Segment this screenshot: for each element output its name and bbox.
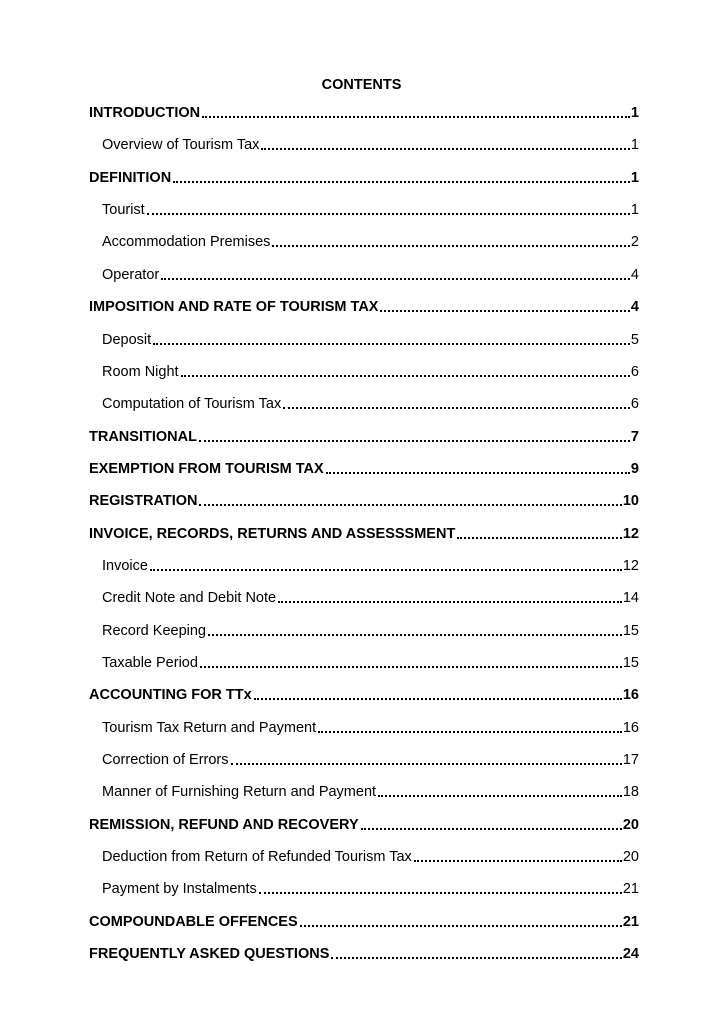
toc-entry-page-number: 2 bbox=[630, 234, 639, 251]
toc-entry[interactable] bbox=[89, 816, 639, 834]
toc-entry-page-number: 20 bbox=[622, 816, 639, 833]
dot-leader bbox=[153, 343, 630, 345]
dot-leader bbox=[199, 440, 630, 442]
toc-entry-page-number: 16 bbox=[622, 719, 639, 736]
toc-entry[interactable] bbox=[102, 751, 639, 769]
toc-entry-label: Payment by Instalments bbox=[102, 881, 257, 898]
toc-entry[interactable] bbox=[102, 201, 639, 219]
toc-entry-page-number: 6 bbox=[630, 363, 639, 380]
toc-entry[interactable] bbox=[89, 945, 639, 963]
toc-entry[interactable] bbox=[102, 363, 639, 381]
toc-entry[interactable] bbox=[89, 525, 639, 543]
dot-leader bbox=[199, 504, 621, 506]
toc-entry[interactable] bbox=[102, 589, 639, 607]
dot-leader bbox=[414, 860, 622, 862]
toc-entry-page-number: 24 bbox=[622, 946, 639, 963]
toc-entry-page-number: 1 bbox=[630, 202, 639, 219]
toc-entry-page-number: 4 bbox=[630, 266, 639, 283]
toc-entry-page-number: 5 bbox=[630, 331, 639, 348]
dot-leader bbox=[326, 472, 630, 474]
toc-entry-page-number: 12 bbox=[622, 557, 639, 574]
toc-entry[interactable] bbox=[89, 913, 639, 931]
toc-entry[interactable] bbox=[89, 460, 639, 478]
toc-entry-page-number: 10 bbox=[622, 493, 639, 510]
toc-entry-page-number: 1 bbox=[630, 137, 639, 154]
toc-entry-page-number: 21 bbox=[622, 881, 639, 898]
toc-entry-label: REMISSION, REFUND AND RECOVERY bbox=[89, 816, 359, 833]
toc-entry-label: Tourism Tax Return and Payment bbox=[102, 719, 317, 736]
page-title: CONTENTS bbox=[321, 77, 402, 93]
dot-leader bbox=[254, 698, 622, 700]
toc-entry[interactable] bbox=[102, 331, 639, 349]
dot-leader bbox=[457, 537, 622, 539]
toc-entry-label: Accommodation Premises bbox=[102, 234, 271, 251]
toc-entry-page-number: 7 bbox=[630, 428, 639, 445]
toc-entry-page-number: 20 bbox=[622, 849, 639, 866]
dot-leader bbox=[161, 278, 630, 280]
dot-leader bbox=[380, 310, 629, 312]
toc-entry-label: DEFINITION bbox=[89, 169, 172, 186]
toc-entry-page-number: 18 bbox=[622, 784, 639, 801]
toc-entry-page-number: 4 bbox=[630, 299, 639, 316]
toc-entry[interactable] bbox=[89, 492, 639, 510]
toc-entry[interactable] bbox=[89, 298, 639, 316]
toc-entry[interactable] bbox=[89, 428, 639, 446]
toc-entry-label: Record Keeping bbox=[102, 622, 206, 639]
dot-leader bbox=[378, 795, 622, 797]
dot-leader bbox=[231, 763, 622, 765]
dot-leader bbox=[147, 213, 630, 215]
toc-entry[interactable] bbox=[89, 686, 639, 704]
toc-entry-page-number: 17 bbox=[622, 752, 639, 768]
toc-entry[interactable] bbox=[102, 848, 639, 866]
toc-entry-page-number: 16 bbox=[622, 687, 639, 704]
toc-entry[interactable] bbox=[102, 719, 639, 737]
toc-entry-label: Correction of Errors bbox=[102, 752, 229, 768]
toc-entry-label: IMPOSITION AND RATE OF TOURISM TAX bbox=[89, 299, 379, 316]
toc-entry-label: COMPOUNDABLE OFFENCES bbox=[89, 913, 298, 930]
toc-entry-page-number: 1 bbox=[630, 169, 639, 186]
toc-entry-label: Overview of Tourism Tax bbox=[102, 137, 260, 154]
dot-leader bbox=[261, 148, 630, 150]
dot-leader bbox=[331, 957, 621, 959]
dot-leader bbox=[259, 892, 622, 894]
toc-entry[interactable] bbox=[89, 104, 639, 122]
toc-entry[interactable] bbox=[102, 783, 639, 801]
dot-leader bbox=[181, 375, 630, 377]
toc-entry-label: INVOICE, RECORDS, RETURNS AND ASSESSSMENT bbox=[89, 525, 456, 542]
toc-entry-label: Taxable Period bbox=[102, 655, 198, 671]
toc-entry-page-number: 9 bbox=[630, 460, 639, 477]
dot-leader bbox=[361, 828, 622, 830]
toc-entry[interactable] bbox=[102, 136, 639, 154]
toc-entry-label: REGISTRATION bbox=[89, 493, 198, 510]
toc-entry-label: Operator bbox=[102, 266, 160, 283]
toc-entry-label: Deduction from Return of Refunded Tourism Tax bbox=[102, 849, 412, 866]
dot-leader bbox=[150, 569, 622, 571]
toc-entry-label: INTRODUCTION bbox=[89, 105, 201, 121]
toc-entry-label: Room Night bbox=[102, 363, 179, 380]
toc-entry-label: Deposit bbox=[102, 331, 152, 348]
toc-entry[interactable] bbox=[102, 880, 639, 898]
toc-entry-page-number: 21 bbox=[622, 913, 639, 930]
toc-entry-label: TRANSITIONAL bbox=[89, 428, 197, 445]
toc-entry-label: EXEMPTION FROM TOURISM TAX bbox=[89, 460, 324, 477]
toc-entry-label: Manner of Furnishing Return and Payment bbox=[102, 784, 377, 801]
toc-entry-page-number: 12 bbox=[622, 525, 639, 542]
toc-entry-page-number: 14 bbox=[622, 590, 639, 607]
toc-entry[interactable] bbox=[102, 233, 639, 251]
toc-entry-page-number: 15 bbox=[622, 655, 639, 671]
toc-entry[interactable] bbox=[89, 169, 639, 187]
toc-entry-page-number: 1 bbox=[630, 105, 639, 121]
toc-entry-label: ACCOUNTING FOR TTx bbox=[89, 687, 252, 704]
toc-entry[interactable] bbox=[102, 266, 639, 284]
toc-entry-page-number: 15 bbox=[622, 622, 639, 639]
toc-entry[interactable] bbox=[102, 395, 639, 413]
toc-entry[interactable] bbox=[102, 557, 639, 575]
dot-leader bbox=[200, 666, 622, 668]
toc-entry-label: Credit Note and Debit Note bbox=[102, 590, 277, 607]
toc-entry-page-number: 6 bbox=[630, 396, 639, 413]
dot-leader bbox=[208, 634, 622, 636]
dot-leader bbox=[300, 925, 622, 927]
toc-entry-label: Tourist bbox=[102, 202, 145, 219]
dot-leader bbox=[173, 181, 630, 183]
toc-entry-label: Computation of Tourism Tax bbox=[102, 396, 282, 413]
dot-leader bbox=[283, 407, 630, 409]
toc-entry[interactable] bbox=[102, 622, 639, 640]
dot-leader bbox=[272, 245, 630, 247]
toc-entry-label: Invoice bbox=[102, 557, 148, 574]
toc-entry-label: FREQUENTLY ASKED QUESTIONS bbox=[89, 946, 330, 963]
toc-entry[interactable] bbox=[102, 654, 639, 672]
dot-leader bbox=[278, 601, 622, 603]
dot-leader bbox=[318, 731, 622, 733]
dot-leader bbox=[202, 116, 630, 118]
